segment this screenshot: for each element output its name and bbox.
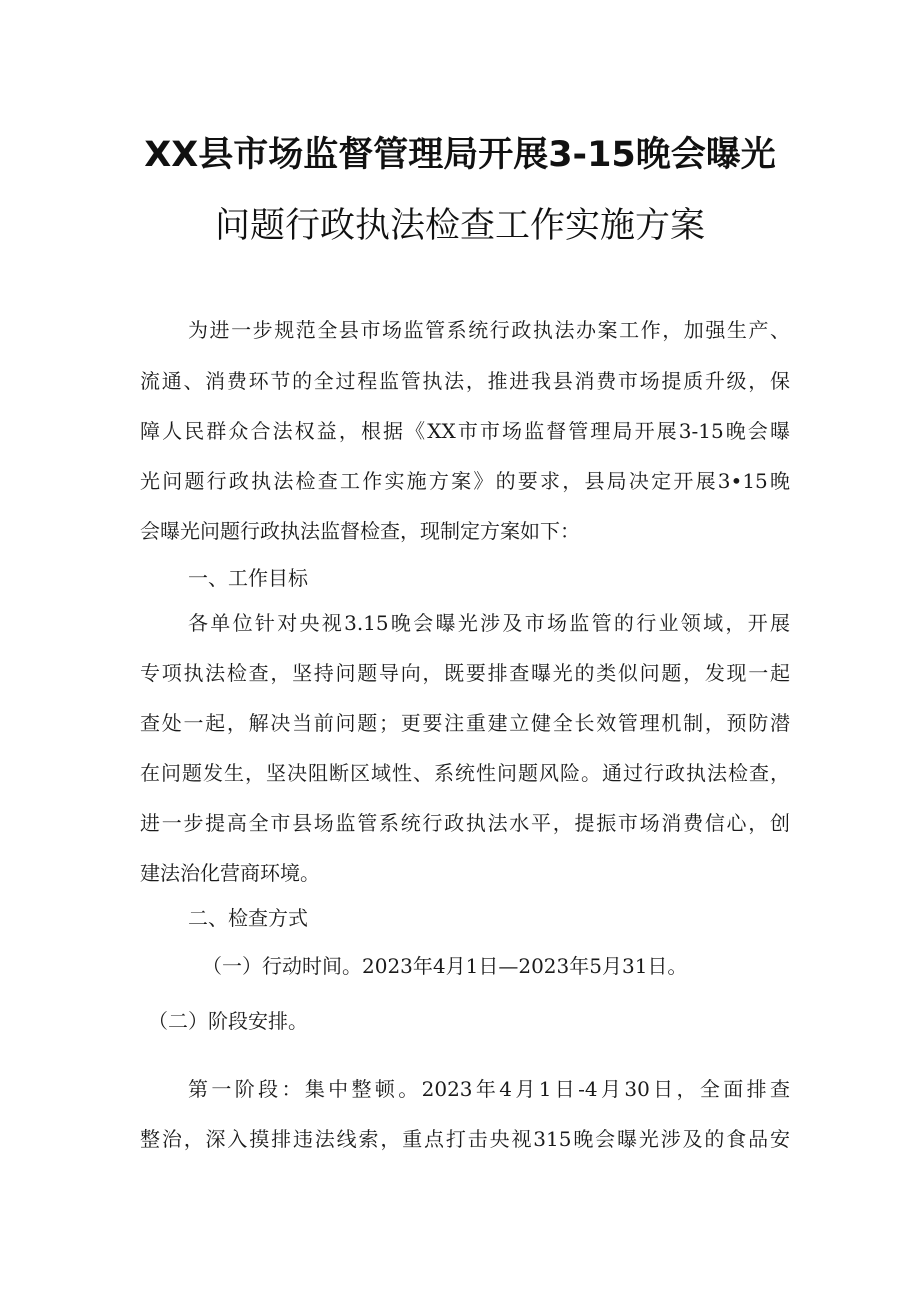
section1-line-2: 专项执法检查，坚持问题导向，既要排查曝光的类似问题，发现一起 xyxy=(140,661,790,685)
section1-line-6: 建法治化营商环境。 xyxy=(140,861,320,885)
section2-item-1: （一）行动时间。2023年4月1日—2023年5月31日。 xyxy=(202,954,688,978)
section2-heading: 二、检查方式 xyxy=(188,906,308,930)
stage1-line-2: 整治，深入摸排违法线索，重点打击央视315晚会曝光涉及的食品安 xyxy=(140,1127,790,1151)
document-title-line-2: 问题行政执法检查工作实施方案 xyxy=(214,206,705,246)
intro-line-1: 为进一步规范全县市场监管系统行政执法办案工作，加强生产、 xyxy=(188,318,790,342)
intro-line-3: 障人民群众合法权益，根据《XX市市场监督管理局开展3-15晚会曝 xyxy=(140,419,790,443)
stage1-line-1: 第一阶段：集中整顿。2023年4月1日-4月30日，全面排查 xyxy=(188,1077,790,1101)
intro-line-4: 光问题行政执法检查工作实施方案》的要求，县局决定开展3•15晚 xyxy=(140,469,790,493)
intro-line-5: 会曝光问题行政执法监督检查，现制定方案如下： xyxy=(140,519,580,543)
section1-line-1: 各单位针对央视3.15晚会曝光涉及市场监管的行业领域，开展 xyxy=(188,611,790,635)
document-title-line-1: XX县市场监督管理局开展3-15晚会曝光 xyxy=(144,135,776,175)
section1-line-4: 在问题发生，坚决阻断区域性、系统性问题风险。通过行政执法检查， xyxy=(140,761,790,785)
section1-heading: 一、工作目标 xyxy=(188,566,308,590)
section1-line-5: 进一步提高全市县场监管系统行政执法水平，提振市场消费信心，创 xyxy=(140,811,790,835)
intro-line-2: 流通、消费环节的全过程监管执法，推进我县消费市场提质升级，保 xyxy=(140,369,790,393)
section2-item-2: （二）阶段安排。 xyxy=(148,1009,308,1033)
section1-line-3: 查处一起，解决当前问题；更要注重建立健全长效管理机制，预防潜 xyxy=(140,711,790,735)
